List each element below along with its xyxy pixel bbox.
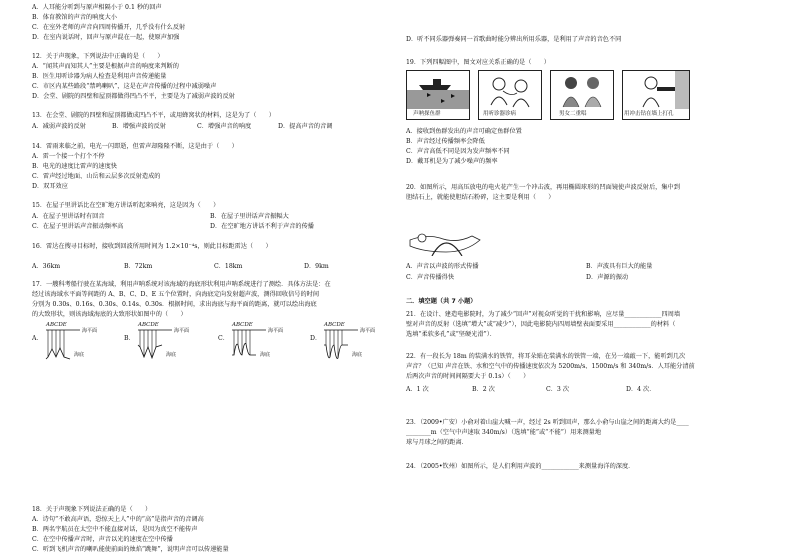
question-15-stem: 15．在屋子里讲话比在空旷地方讲话听起来响亮，这是因为（ ） — [32, 202, 220, 209]
seafloor-profile — [44, 321, 110, 365]
seafloor-figure-c — [230, 321, 296, 365]
singers-illustration — [551, 71, 613, 109]
question-13-stem: 13．在会堂、剧院的四壁和屋顶都做成凹凸不平，或用蜂窝状的材料，这是为了（ ） — [32, 112, 275, 119]
question-option: C．听到飞机声音的喇叭能使前面的烛焰“跳舞”，说明声音可以传递能量 — [32, 546, 229, 553]
sea-floor-label: 海底 — [352, 352, 363, 358]
question-option: C．市区内某些路段“禁鸣喇叭”，这是在声音传播的过程中减弱噪声 — [32, 83, 217, 90]
question-option: D．在室内说话时，回声与原声混在一起，使原声加强 — [32, 34, 180, 41]
question-option: D．在空旷地方讲话不利于声音的传播 — [210, 223, 314, 230]
figure-option-label: D． — [310, 335, 322, 342]
question-option: B．体育教馆的声音的响度大小 — [32, 14, 117, 21]
question-17-stem: 17．一艘科考船行驶在某海域，利用声呐系统对该海域的海底形状利用声呐系统进行了测绘．具体方法是：在 — [32, 281, 331, 288]
question-option: A．1 次 — [406, 386, 429, 393]
seafloor-profile — [136, 321, 202, 365]
question-option: D．双耳效应 — [32, 183, 68, 190]
picture-caption: 用听诊器诊病 — [483, 111, 517, 117]
sea-surface-label: 海平面 — [268, 328, 284, 334]
question-23-stem: 23．（2009•广安）小俞对着山崖大喊一声，经过 2s 听到回声，那么小俞与山崖之间的距离大约是____ — [406, 419, 689, 426]
question-option: D．9km — [304, 263, 329, 270]
question-option: B．72km — [124, 263, 153, 270]
question-17-stem: 的大致形状，则该海域海底的大致形状如图中的（ ） — [32, 311, 187, 318]
question-option: C．18km — [214, 263, 243, 270]
question-option: A．减弱声波的反射 — [32, 123, 86, 130]
question-option: A．诗句“不敢高声语，恐惊天上人”中的“高”是指声音的音调高 — [32, 516, 204, 523]
seafloor-figure-d — [322, 321, 388, 365]
question-23-stem: ________m（空气中声速取 340m/s）（选填“能”或“不能”）用来测量地 — [406, 429, 602, 436]
question-option: C．增强声音的响度 — [197, 123, 252, 130]
question-option: B．2 次 — [472, 386, 495, 393]
figure-letters: ABCDE — [324, 322, 345, 328]
seafloor-profile — [322, 321, 388, 365]
question-21-stem: 选填“柔软多孔”或“坚硬光滑”）． — [406, 331, 496, 338]
question-option: D．戴耳机是为了减少噪声的频率 — [406, 158, 498, 165]
question-option: B．声波具有巨大的能量 — [586, 263, 653, 270]
doctor-illustration — [479, 71, 541, 109]
question-option: B．两名宇航员在太空中不能直接对话，是因为真空不能传声 — [32, 526, 198, 533]
picture-caption: 声呐探鱼群 — [413, 111, 441, 117]
sea-surface-label: 海平面 — [174, 328, 190, 334]
question-option: B．医生用听诊器为病人检查是利用声音传递能量 — [32, 73, 167, 80]
picture-caption: 男女二重唱 — [559, 111, 587, 117]
question-option: D．会堂、剧院的四壁和屋顶都做得凹凸不平，主要是为了减弱声波的反射 — [32, 93, 235, 100]
question-24-stem: 24．（2005•钦州）如图所示，是人们利用声波的____________来测量海洋的深度． — [406, 463, 635, 470]
figure-letters: ABCDE — [46, 322, 67, 328]
lithotripsy-figure — [406, 216, 486, 256]
sea-floor-label: 海底 — [260, 352, 271, 358]
question-option: D．提高声音的音调 — [278, 123, 333, 130]
question-option: C．声音传播得快 — [406, 274, 455, 281]
question-20-stem: 20．如图所示，用高压放电的电火花产生一个冲击波，再用椭圆球形的凹面镜使声波反射后，集中到 — [406, 184, 680, 191]
question-23-stem: 球与月球之间的距离． — [406, 439, 468, 446]
picture-caption: 用冲击钻在墙上打孔 — [624, 111, 674, 117]
figure-option-label: C． — [218, 335, 229, 342]
question-option: A．36km — [32, 263, 61, 270]
question-option: A．接收到鱼群发出的声音可确定鱼群位置 — [406, 128, 522, 135]
question-option: C．在室外老师的声音向四周传播开，几乎没有什么反射 — [32, 24, 186, 31]
figure-option-label: B． — [124, 335, 135, 342]
sea-floor-label: 海底 — [74, 352, 85, 358]
question-option: B．在屋子里讲话声音振幅大 — [210, 213, 289, 220]
question-option: C．声音高低不同是因为发声频率不同 — [406, 148, 510, 155]
question-22-stem: 22．有一段长为 18m 的装满水的铁管，将耳朵贴在装满水的铁管一端，在另一端敲一下，能听到几次 — [406, 353, 686, 360]
question-option: A．雷一个接一个打个不停 — [32, 153, 105, 160]
sonar-fish-picture — [406, 70, 470, 120]
drill-picture — [622, 70, 690, 120]
figure-option-label: A． — [32, 335, 43, 342]
question-option: C．雷声经过地面、山岳和云层多次反射造成的 — [32, 173, 161, 180]
question-option: A．人耳能分听到与原声相隔小于 0.1 秒的回声 — [32, 4, 162, 11]
section-heading: 二．填空题（共 7 小题） — [406, 298, 477, 305]
figure-letters: ABCDE — [232, 322, 253, 328]
question-12-stem: 12．关于声现象，下列说法中正确的是（ ） — [32, 53, 164, 60]
question-option: B．声音经过传播频率会降低 — [406, 138, 485, 145]
question-option: C．3 次 — [546, 386, 570, 393]
question-16-stem: 16．雷达在搜寻目标时，接收到回波所用时间为 1.2×10⁻⁴s，则此目标距雷达（ ） — [32, 243, 272, 250]
question-option: B．电光的速度比雷声的速度快 — [32, 163, 117, 170]
question-option: C．在空中传播声音时，声音以光的速度在空中传播 — [32, 536, 173, 543]
figure-letters: ABCDE — [138, 322, 159, 328]
question-17-stem: 分别为 0.30s、0.16s、0.30s、0.14s、0.30s．根据时间，求出海底与海平面的距离，就可以绘出海底 — [32, 301, 317, 308]
seafloor-figure-a — [44, 321, 110, 365]
duet-picture — [550, 70, 614, 120]
question-option: B．增强声波的反射 — [112, 123, 167, 130]
question-20-stem: 胆结石上，就能使胆结石粉碎，这主要是利用（ ） — [406, 194, 555, 201]
question-option: D．4 次． — [626, 386, 656, 393]
question-option: C．在屋子里讲话声音振动频率高 — [32, 223, 124, 230]
question-17-stem: 经过该海域水平面等间距的 A、B、C、D、E 五个位置时，向海底定向发射超声波，测得回收信号的时间 — [32, 291, 320, 298]
seafloor-figure-b — [136, 321, 202, 365]
question-22-stem: 后两次声音的时间间隔要大于 0.1s）（ ） — [406, 373, 530, 380]
question-14-stem: 14．雷雨来临之前，电光一闪即逝，但雷声却隆隆不断，这是由于（ ） — [32, 143, 238, 150]
driller-illustration — [623, 71, 689, 109]
sea-floor-label: 海底 — [166, 352, 177, 358]
question-18-stem: 18．关于声现象下列说法正确的是（ ） — [32, 506, 152, 513]
question-option: D．声源的振动 — [586, 274, 629, 281]
question-option: D．听不同乐器弹奏同一首歌曲时能分辨出所用乐器，是利用了声音的音色不同 — [406, 36, 622, 43]
sea-surface-label: 海平面 — [82, 328, 98, 334]
sonar-boat-illustration — [407, 71, 469, 109]
stethoscope-picture — [478, 70, 542, 120]
question-option: A．“闻其声而知其人”主要是根据声音的响度来判断的 — [32, 63, 179, 70]
question-21-stem: 壁对声音的反射（选填“增大”或“减少”），因此电影院内四周墙壁表面要采用____________的材料（ — [406, 321, 676, 328]
question-option: A．声音以声波的形式传播 — [406, 263, 479, 270]
question-option: A．在屋子里讲话时有回音 — [32, 213, 105, 220]
question-21-stem: 21．在设计、建造电影院时，为了减少“回声”对视众听觉的干扰和影响，应尽量____________四周墙 — [406, 311, 681, 318]
question-19-stem: 19．下列四幅图中，图文对应关系正确的是（ ） — [406, 59, 550, 66]
seafloor-profile — [230, 321, 296, 365]
sea-surface-label: 海平面 — [360, 328, 376, 334]
question-22-stem: 声音？（已知 声音在铁、水和空气中的传播速度依次为 5200m/s、1500m/s 和 340m/s．人耳能分清前 — [406, 363, 695, 370]
